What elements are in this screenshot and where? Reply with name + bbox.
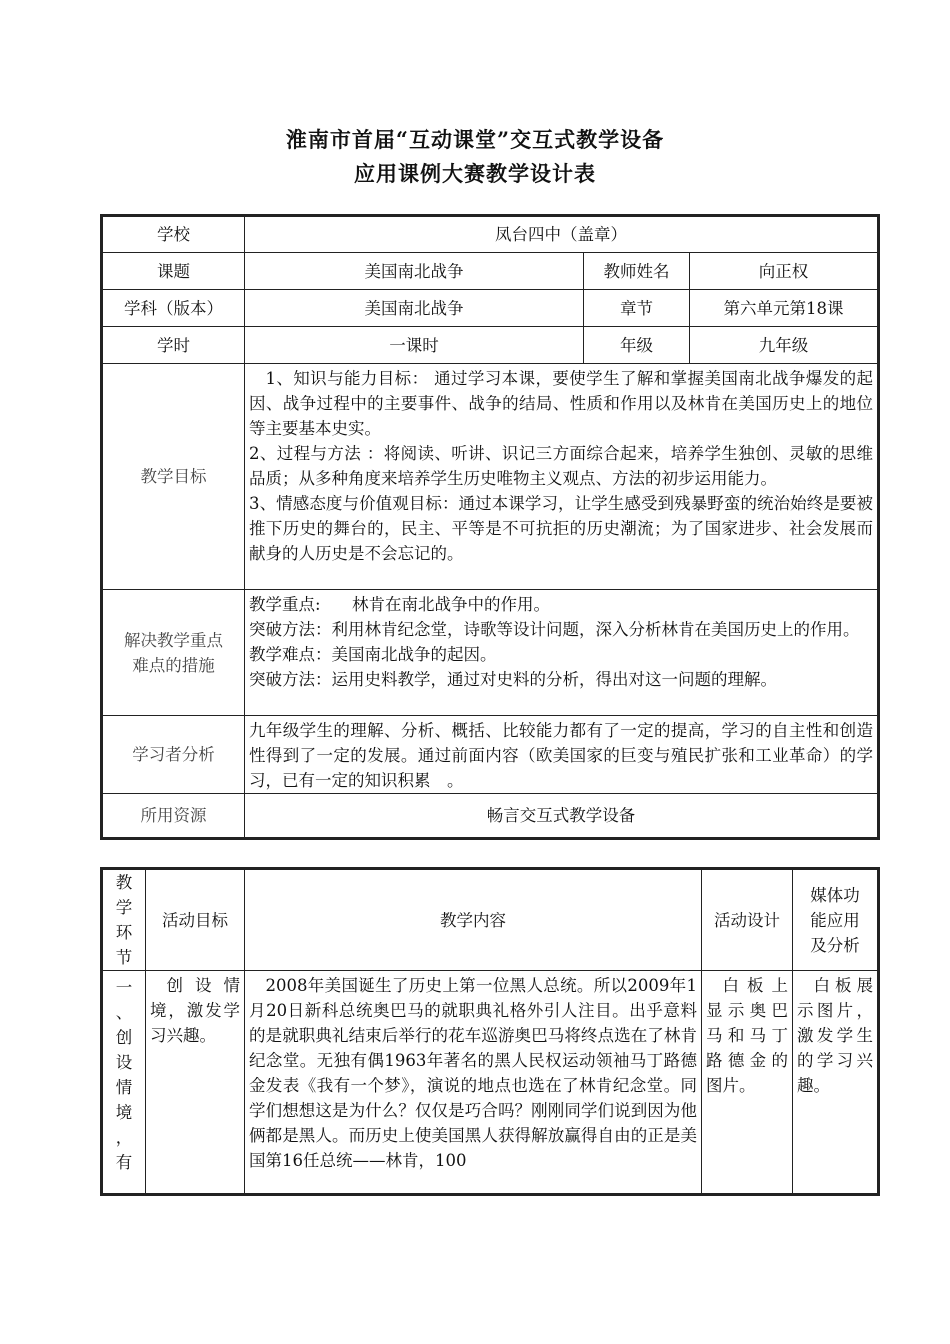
learner-label: 学习者分析 — [102, 716, 245, 794]
measure-item: 突破方法：利用林肯纪念堂，诗歌等设计问题，深入分析林肯在美国历史上的作用。 — [249, 620, 860, 639]
header-media-line: 能应用 — [810, 910, 860, 930]
learner-text: 九年级学生的理解、分析、概括、比较能力都有了一定的提高，学习的自主性和创造性得到了一定的发展。通过前面内容（欧美国家的巨变与殖民扩张和工业革命）的学习，已有一定的知识积累 。 — [245, 716, 879, 794]
measures-label-line1: 解决教学重点 — [124, 630, 223, 650]
design-info-table — [100, 214, 880, 840]
header-media — [793, 869, 879, 971]
goals-label: 教学目标 — [102, 364, 245, 590]
goal-item: 1、知识与能力目标： 通过学习本课，要使学生了解和掌握美国南北战争爆发的起因、战争过程中的主要事件、战争的结局、性质和作用以及林肯在美国历史上的地位等主要基本史实。 — [249, 369, 874, 438]
school-label: 学校 — [102, 216, 245, 253]
header-stage-char: 学 — [115, 898, 133, 917]
teacher-label: 教师姓名 — [584, 253, 690, 290]
grade-label: 年级 — [584, 327, 690, 364]
chapter-label: 章节 — [584, 290, 690, 327]
row1-content: 2008年美国诞生了历史上第一位黑人总统。所以2009年1月20日新科总统奥巴马的就职典礼格外引人注目。出乎意料的是就职典礼结束后举行的花车巡游奥巴马将终点选在了林肯纪念堂。无独有偶1963年著名的黑人民权运动领袖马丁路德金发表《我有一个梦》，演说的地点也选在了林肯纪念堂。同学们想想这是为什么？仅仅是巧合吗？刚刚同学们说到因为他俩都是黑人。而历史上使美国黑人获得解放赢得自由的正是美国第16任总统——林肯，100 — [245, 971, 702, 1195]
row1-stage-char: 情 — [115, 1078, 133, 1097]
row1-design: 白板上显示奥巴马和马丁路德金的图片。 — [702, 971, 793, 1195]
teacher-value: 向正权 — [690, 253, 879, 290]
header-stage-char: 节 — [115, 948, 133, 967]
measures-label — [102, 590, 245, 716]
row1-media: 白板展示图片，激发学生的学习兴趣。 — [793, 971, 879, 1195]
header-media-line: 媒体功 — [810, 885, 860, 905]
hours-value: 一课时 — [245, 327, 584, 364]
header-stage-char: 环 — [115, 923, 133, 942]
row1-stage-char: 有 — [115, 1153, 133, 1172]
row1-goal: 创设情境，激发学习兴趣。 — [146, 971, 245, 1195]
school-value: 凤台四中（盖章） — [245, 216, 879, 253]
hours-label: 学时 — [102, 327, 245, 364]
measures-label-line2: 难点的措施 — [132, 655, 215, 675]
measures-cell — [245, 590, 879, 716]
goal-item: 2、过程与方法 ：将阅读、听讲、识记三方面综合起来，培养学生独创、灵敏的思维品质；从多种角度来培养学生历史唯物主义观点、方法的初步运用能力。 — [249, 444, 874, 488]
header-media-line: 及分析 — [810, 935, 860, 955]
resources-value: 畅言交互式教学设备 — [245, 794, 879, 839]
goal-item: 3、情感态度与价值观目标：通过本课学习，让学生感受到残暴野蛮的统治始终是要被推下历史的舞台的，民主、平等是不可抗拒的历史潮流；为了国家进步、社会发展而献身的人历史是不会忘记的。 — [249, 494, 874, 563]
header-goal: 活动目标 — [146, 869, 245, 971]
measure-item: 教学重点: 林肯在南北战争中的作用。 — [249, 595, 551, 614]
chapter-value: 第六单元第18课 — [690, 290, 879, 327]
topic-label: 课题 — [102, 253, 245, 290]
document-title-line2: 应用课例大赛教学设计表 — [354, 161, 596, 186]
lesson-process-table — [100, 867, 880, 1196]
row1-stage-char: 境 — [115, 1103, 133, 1122]
row1-stage-char: 设 — [115, 1053, 133, 1072]
row1-stage-char: ， — [115, 1128, 133, 1147]
document-title-line1: 淮南市首届“互动课堂”交互式教学设备 — [285, 127, 665, 152]
header-stage-char: 教 — [115, 873, 133, 892]
topic-value: 美国南北战争 — [245, 253, 584, 290]
row1-stage-char: 、 — [115, 1003, 133, 1022]
header-content: 教学内容 — [245, 869, 702, 971]
goals-cell — [245, 364, 879, 590]
measure-item: 突破方法：运用史料教学，通过对史料的分析，得出对这一问题的理解。 — [249, 670, 777, 689]
header-design: 活动设计 — [702, 869, 793, 971]
resources-label: 所用资源 — [102, 794, 245, 839]
subject-label: 学科（版本） — [102, 290, 245, 327]
measure-item: 教学难点：美国南北战争的起因。 — [249, 645, 497, 664]
row1-stage-char: 一 — [115, 978, 133, 997]
grade-value: 九年级 — [690, 327, 879, 364]
row1-stage-char: 创 — [115, 1028, 133, 1047]
header-stage — [102, 869, 146, 971]
subject-value: 美国南北战争 — [245, 290, 584, 327]
row1-stage — [102, 971, 146, 1195]
